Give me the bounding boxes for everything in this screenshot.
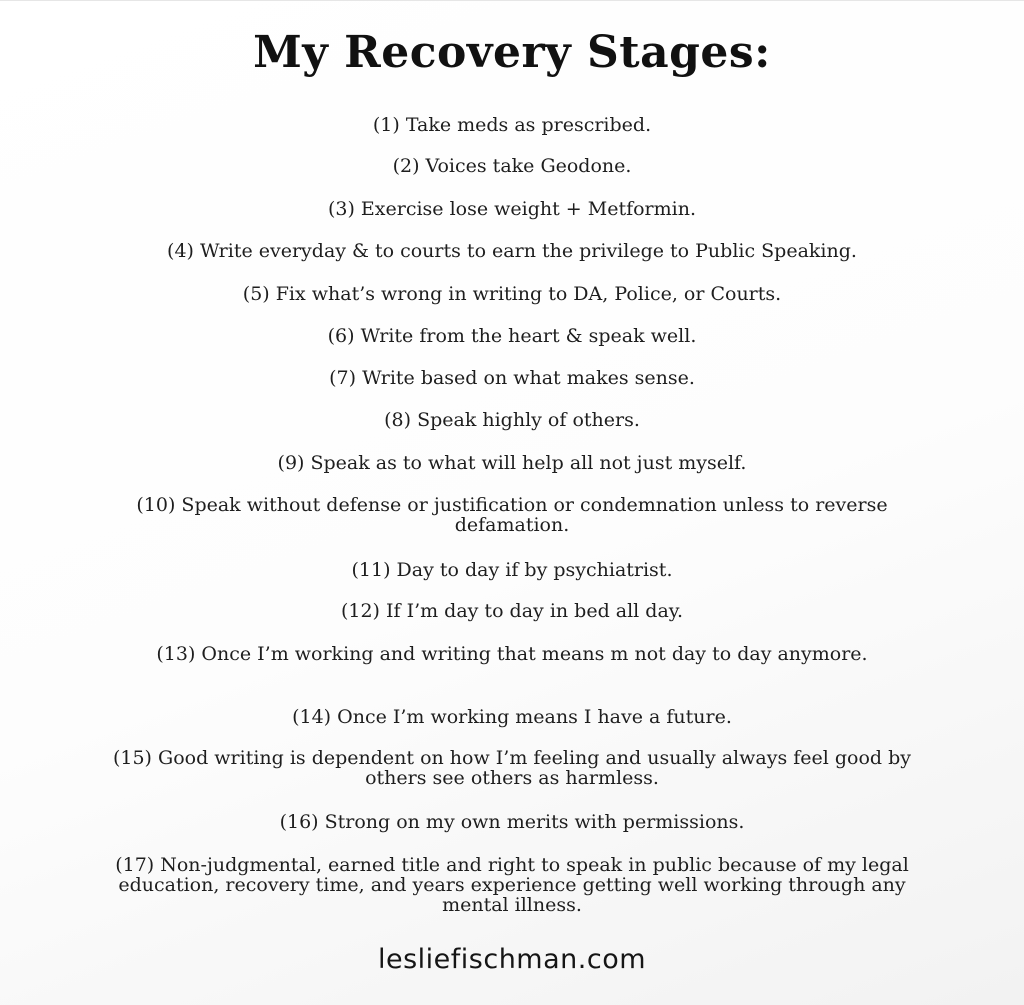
stage-13: (13) Once I’m working and writing that means m not day to day anymore. [156, 643, 868, 665]
stage-2: (2) Voices take Geodone. [392, 155, 632, 177]
stage-5: (5) Fix what’s wrong in writing to DA, Police, or Courts. [242, 283, 782, 305]
stage-8: (8) Speak highly of others. [384, 409, 640, 431]
page-title: My Recovery Stages: [253, 27, 771, 78]
stage-3: (3) Exercise lose weight + Metformin. [327, 198, 697, 220]
stage-7: (7) Write based on what makes sense. [329, 367, 695, 389]
stage-16: (16) Strong on my own merits with permissions. [279, 811, 745, 833]
stage-6: (6) Write from the heart & speak well. [327, 325, 697, 347]
stage-11: (11) Day to day if by psychiatrist. [351, 559, 673, 581]
stage-1: (1) Take meds as prescribed. [372, 114, 652, 136]
website-footer: lesliefischman.com [377, 944, 647, 975]
stage-15: (15) Good writing is dependent on how I’m feeling and usually always feel good by others see others as harmless. [112, 747, 912, 789]
stage-4: (4) Write everyday & to courts to earn the privilege to Public Speaking. [167, 240, 857, 262]
stage-17: (17) Non-judgmental, earned title and right to speak in public because of my legal education, recovery time, and years experience getting well working through any mental illness. [115, 854, 909, 916]
stage-10: (10) Speak without defense or justification or condemnation unless to reverse defamation. [136, 494, 888, 536]
stage-9: (9) Speak as to what will help all not just myself. [277, 452, 747, 474]
stage-12: (12) If I’m day to day in bed all day. [340, 600, 684, 622]
stage-14: (14) Once I’m working means I have a future. [292, 706, 732, 728]
